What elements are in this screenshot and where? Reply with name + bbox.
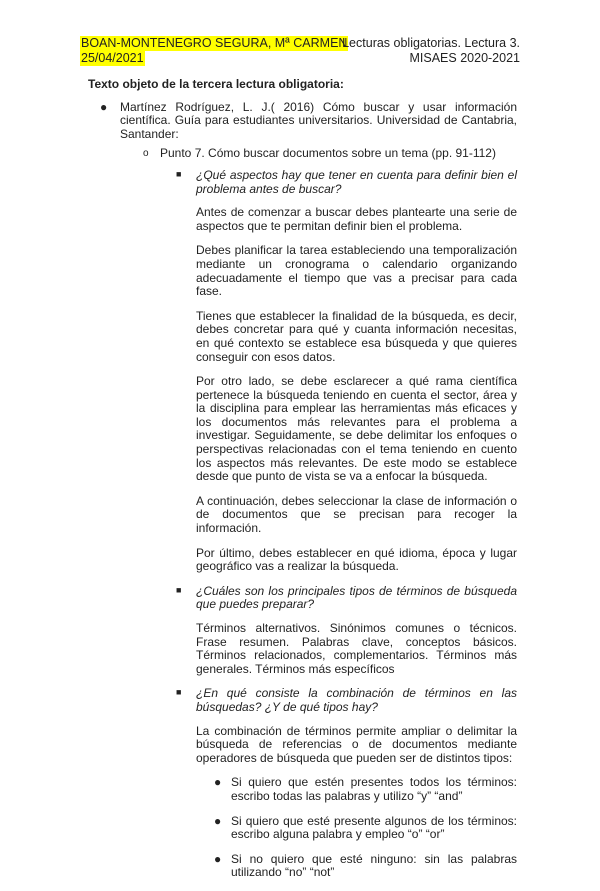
bullet-square-icon: ■ (176, 687, 182, 698)
list-item: ● Si quiero que estén presentes todos los términos: escribo todas las palabras y utilizo “y” “and” (214, 775, 517, 803)
question-2: ■ ¿Cuáles son los principales tipos de términos de búsqueda que puedes preparar? (176, 583, 517, 612)
reference-text: Martínez Rodríguez, L. J.( 2016) Cómo buscar y usar información científica. Guía para estudiantes universitarios. Universidad de Cantabria, Santander: (120, 99, 517, 141)
program-name: MISAES 2020-2021 (409, 51, 520, 65)
list-item: ● Si no quiero que esté ninguno: sin las palabras utilizando “no” “not” (214, 851, 517, 880)
author-name: BOAN-MONTENEGRO SEGURA, Mª CARMEN (81, 36, 348, 50)
bullet-square-icon: ■ (176, 584, 182, 595)
document-body (80, 78, 517, 891)
paragraph: Por último, debes establecer en qué idioma, época y lugar geográfico vas a realizar la búsqueda. (196, 545, 517, 574)
chapter-item (80, 147, 517, 161)
bullet-square-icon: ■ (176, 168, 182, 179)
paragraph: La combinación de términos permite ampliar o delimitar la búsqueda de referencias o de documentos mediante operadores de búsqueda que pueden ser de distintos tipos: (196, 723, 517, 765)
bullet-disc-icon: ● (214, 775, 222, 790)
list-item: ● Si quiero que esté presente algunos de los términos: escribo alguna palabra y empleo “o” “or” (214, 813, 517, 842)
paragraph: Tienes que establecer la finalidad de la búsqueda, es decir, debes concretar para qué y cuanta información necesitas, en qué contexto se establece esa búsqueda y que quieres conseguir con esos datos. (196, 308, 517, 364)
header-right (342, 36, 520, 66)
bullet-disc-icon: ● (100, 99, 108, 114)
bullet-disc-icon: ● (214, 813, 222, 828)
bullet-circle-icon: o (143, 148, 149, 160)
section-title: Texto objeto de la tercera lectura obligatoria: (88, 77, 344, 91)
paragraph: Antes de comenzar a buscar debes plantearte una serie de aspectos que te permitan definir bien el problema. (196, 205, 517, 233)
paragraph: Por otro lado, se debe esclarecer a qué rama científica pertenece la búsqueda teniendo en cuenta el sector, área y la disciplina para emplear las herramientas más eficaces y los documentos más relevantes para el problema a investigar. Seguidamente, se debe delimitar los enfoques o perspectivas relacionadas con el tema teniendo en cuento los aspectos más relevantes. De este modo se establece desde que punto de vista se va a enfocar la búsqueda. (196, 374, 517, 484)
document-date: 25/04/2021 (81, 51, 144, 65)
paragraph: A continuación, debes seleccionar la clase de información o de documentos que se precisan para recoger la información. (196, 493, 517, 536)
bullet-disc-icon: ● (214, 851, 222, 866)
question-3: ■ ¿En qué consiste la combinación de términos en las búsquedas? ¿Y de qué tipos hay? (176, 686, 517, 714)
header-left (80, 36, 348, 66)
paragraph: Debes planificar la tarea estableciendo una temporalización mediante un cronograma o calendario organizando adecuadamente el tiempo que vas a precisar para cada fase. (196, 243, 517, 299)
course-title: Lecturas obligatorias. Lectura 3. (342, 36, 520, 50)
reference-item (80, 101, 517, 142)
question-1: ■ ¿Qué aspectos hay que tener en cuenta para definir bien el problema antes de buscar? (176, 167, 517, 196)
paragraph: Términos alternativos. Sinónimos comunes o técnicos. Frase resumen. Palabras clave, conceptos básicos. Términos relacionados, complementarios. Términos más generales. Términos más específicos (196, 621, 517, 676)
chapter-text: Punto 7. Cómo buscar documentos sobre un tema (pp. 91-112) (160, 146, 496, 161)
